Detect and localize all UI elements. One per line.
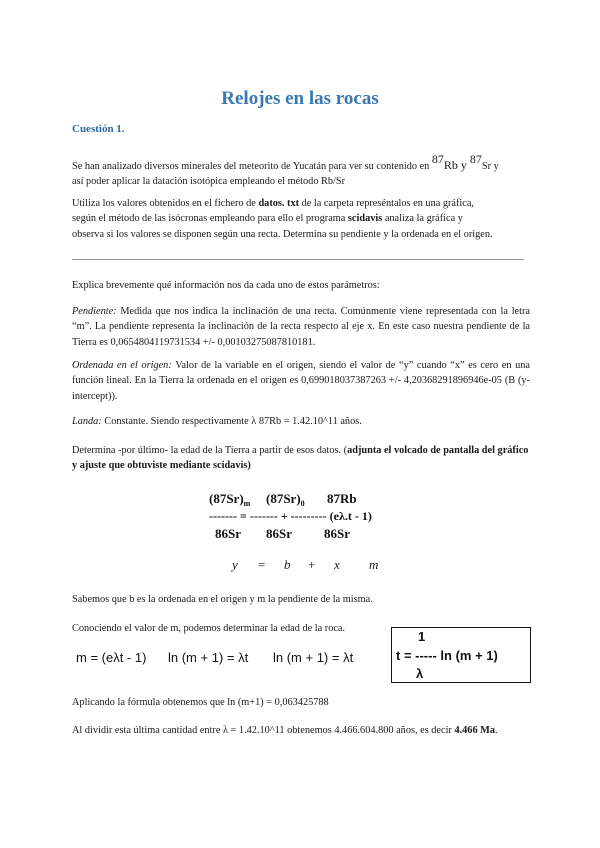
rb-element: Rb y [443, 158, 470, 172]
sr-m: (87Sr) [209, 491, 244, 506]
sr-element: Sr y [481, 161, 499, 172]
rb-mass: 87 [431, 152, 444, 166]
dividir-end: . [495, 725, 498, 736]
instr-line2-end: analiza la gráfica y [382, 213, 463, 225]
instr-line3: observa si los valores se disponen según una recta. Determina su pendiente y la ordenada en el origen. [72, 228, 493, 240]
var-m: m [369, 557, 379, 572]
equation-1: m = (eλt - 1) [76, 650, 147, 665]
horizontal-rule [72, 259, 524, 260]
aplicando-paragraph: Aplicando la fórmula obtenemos que ln (m+1) = 0,063425788 [72, 697, 329, 708]
var-plus: + [308, 557, 316, 572]
sr-mass: 87 [469, 152, 482, 166]
intro-paragraph [72, 152, 530, 190]
determina-text: Determina -por último- la edad de la Tierra a partir de esos datos. ( [72, 445, 348, 456]
intro-text: Se han analizado diversos minerales del meteorito de Yucatán para ver su contenido en [72, 161, 432, 172]
var-b: b [284, 557, 291, 572]
dash-3: --------- [290, 509, 327, 523]
landa-text: Constante. Siendo respectivamente λ 87Rb = 1.42.10^11 años. [101, 416, 362, 427]
sub-0: 0 [300, 499, 305, 508]
sabemos-paragraph: Sabemos que b es la ordenada en el origen y m la pendiente de la misma. [72, 594, 373, 605]
file-name: datos. txt [258, 198, 300, 209]
var-eq: = [258, 557, 266, 572]
dividir-text: Al dividir esta última cantidad entre λ = 1.42.10^11 obtenemos 4.466.604.800 años, es decir [72, 725, 455, 736]
formula-num-3: 87Rb [327, 491, 357, 506]
program-name: scidavis [347, 213, 383, 225]
result-age: 4.466 Ma [454, 725, 496, 736]
dash-1: ------- [209, 509, 237, 523]
dividir-paragraph [72, 723, 530, 738]
formula-den-3: 86Sr [324, 526, 350, 541]
pendiente-text: Medida que nos indica la inclinación de una recta. Comúnmente viene representada con la letra “m”. La pendiente representa la inclinación de la recta respecto al eje x. En este caso nuestra pendiente de la Tierra es 0,0654804119731534 +/- 0,00103275087810181. [72, 306, 530, 348]
pendiente-paragraph [72, 304, 530, 350]
question-heading: Cuestión 1. [72, 123, 125, 135]
box-denominator: λ [416, 666, 424, 681]
ordenada-paragraph [72, 358, 530, 404]
box-numerator: 1 [418, 629, 426, 644]
conociendo-paragraph: Conociendo el valor de m, podemos determinar la edad de la roca. [72, 623, 346, 634]
var-x: x [334, 557, 340, 572]
equation-2: ln (m + 1) = λt [168, 650, 249, 665]
instr-text-2: de la carpeta represéntalos en una gráfica, [299, 198, 475, 209]
determina-paragraph [72, 443, 530, 474]
instr-text: Utiliza los valores obtenidos en el fichero de [72, 198, 259, 209]
box-main: t = ----- ln (m + 1) [396, 648, 498, 663]
var-y: y [232, 557, 238, 572]
instructions-paragraph [72, 196, 530, 242]
eq-sign: = [239, 509, 247, 523]
pendiente-label: Pendiente: [72, 306, 117, 317]
determina-bold: adjunta el volcado de pantalla del gráfico y ajuste que obtuviste mediante scidavis) [72, 445, 529, 472]
sr-0: (87Sr) [266, 491, 301, 506]
ordenada-text: Valor de la variable en el origen, siendo el valor de “y” cuando “x” es cero en una función lineal. En la Tierra la ordenada en el origen es 0,699018037387263 +/- 4,20368291896946e-05 (B (y-intercept)). [72, 360, 530, 402]
ordenada-label: Ordenada en el origen: [72, 360, 172, 371]
formula-num-2 [266, 491, 305, 508]
formula-row-2 [209, 509, 372, 524]
intro-line2: así poder aplicar la datación isotópica empleando el método Rb/Sr [72, 176, 346, 188]
explain-line: Explica brevemente qué información nos da cada uno de estos parámetros: [72, 280, 380, 291]
formula-num-1 [209, 491, 250, 508]
instr-line2: según el método de las isócronas empleando para ello el programa [72, 213, 348, 225]
plus-sign: + [280, 509, 288, 523]
dash-2: ------- [249, 509, 278, 523]
equation-3: ln (m + 1) = λt [273, 650, 354, 665]
landa-paragraph [72, 414, 530, 429]
landa-label: Landa: [72, 416, 102, 427]
sub-m: m [243, 499, 251, 508]
formula-den-1: 86Sr [215, 526, 241, 541]
formula-den-2: 86Sr [266, 526, 292, 541]
exp-term: (eλ.t - 1) [329, 509, 372, 523]
page-title: Relojes en las rocas [221, 88, 379, 109]
